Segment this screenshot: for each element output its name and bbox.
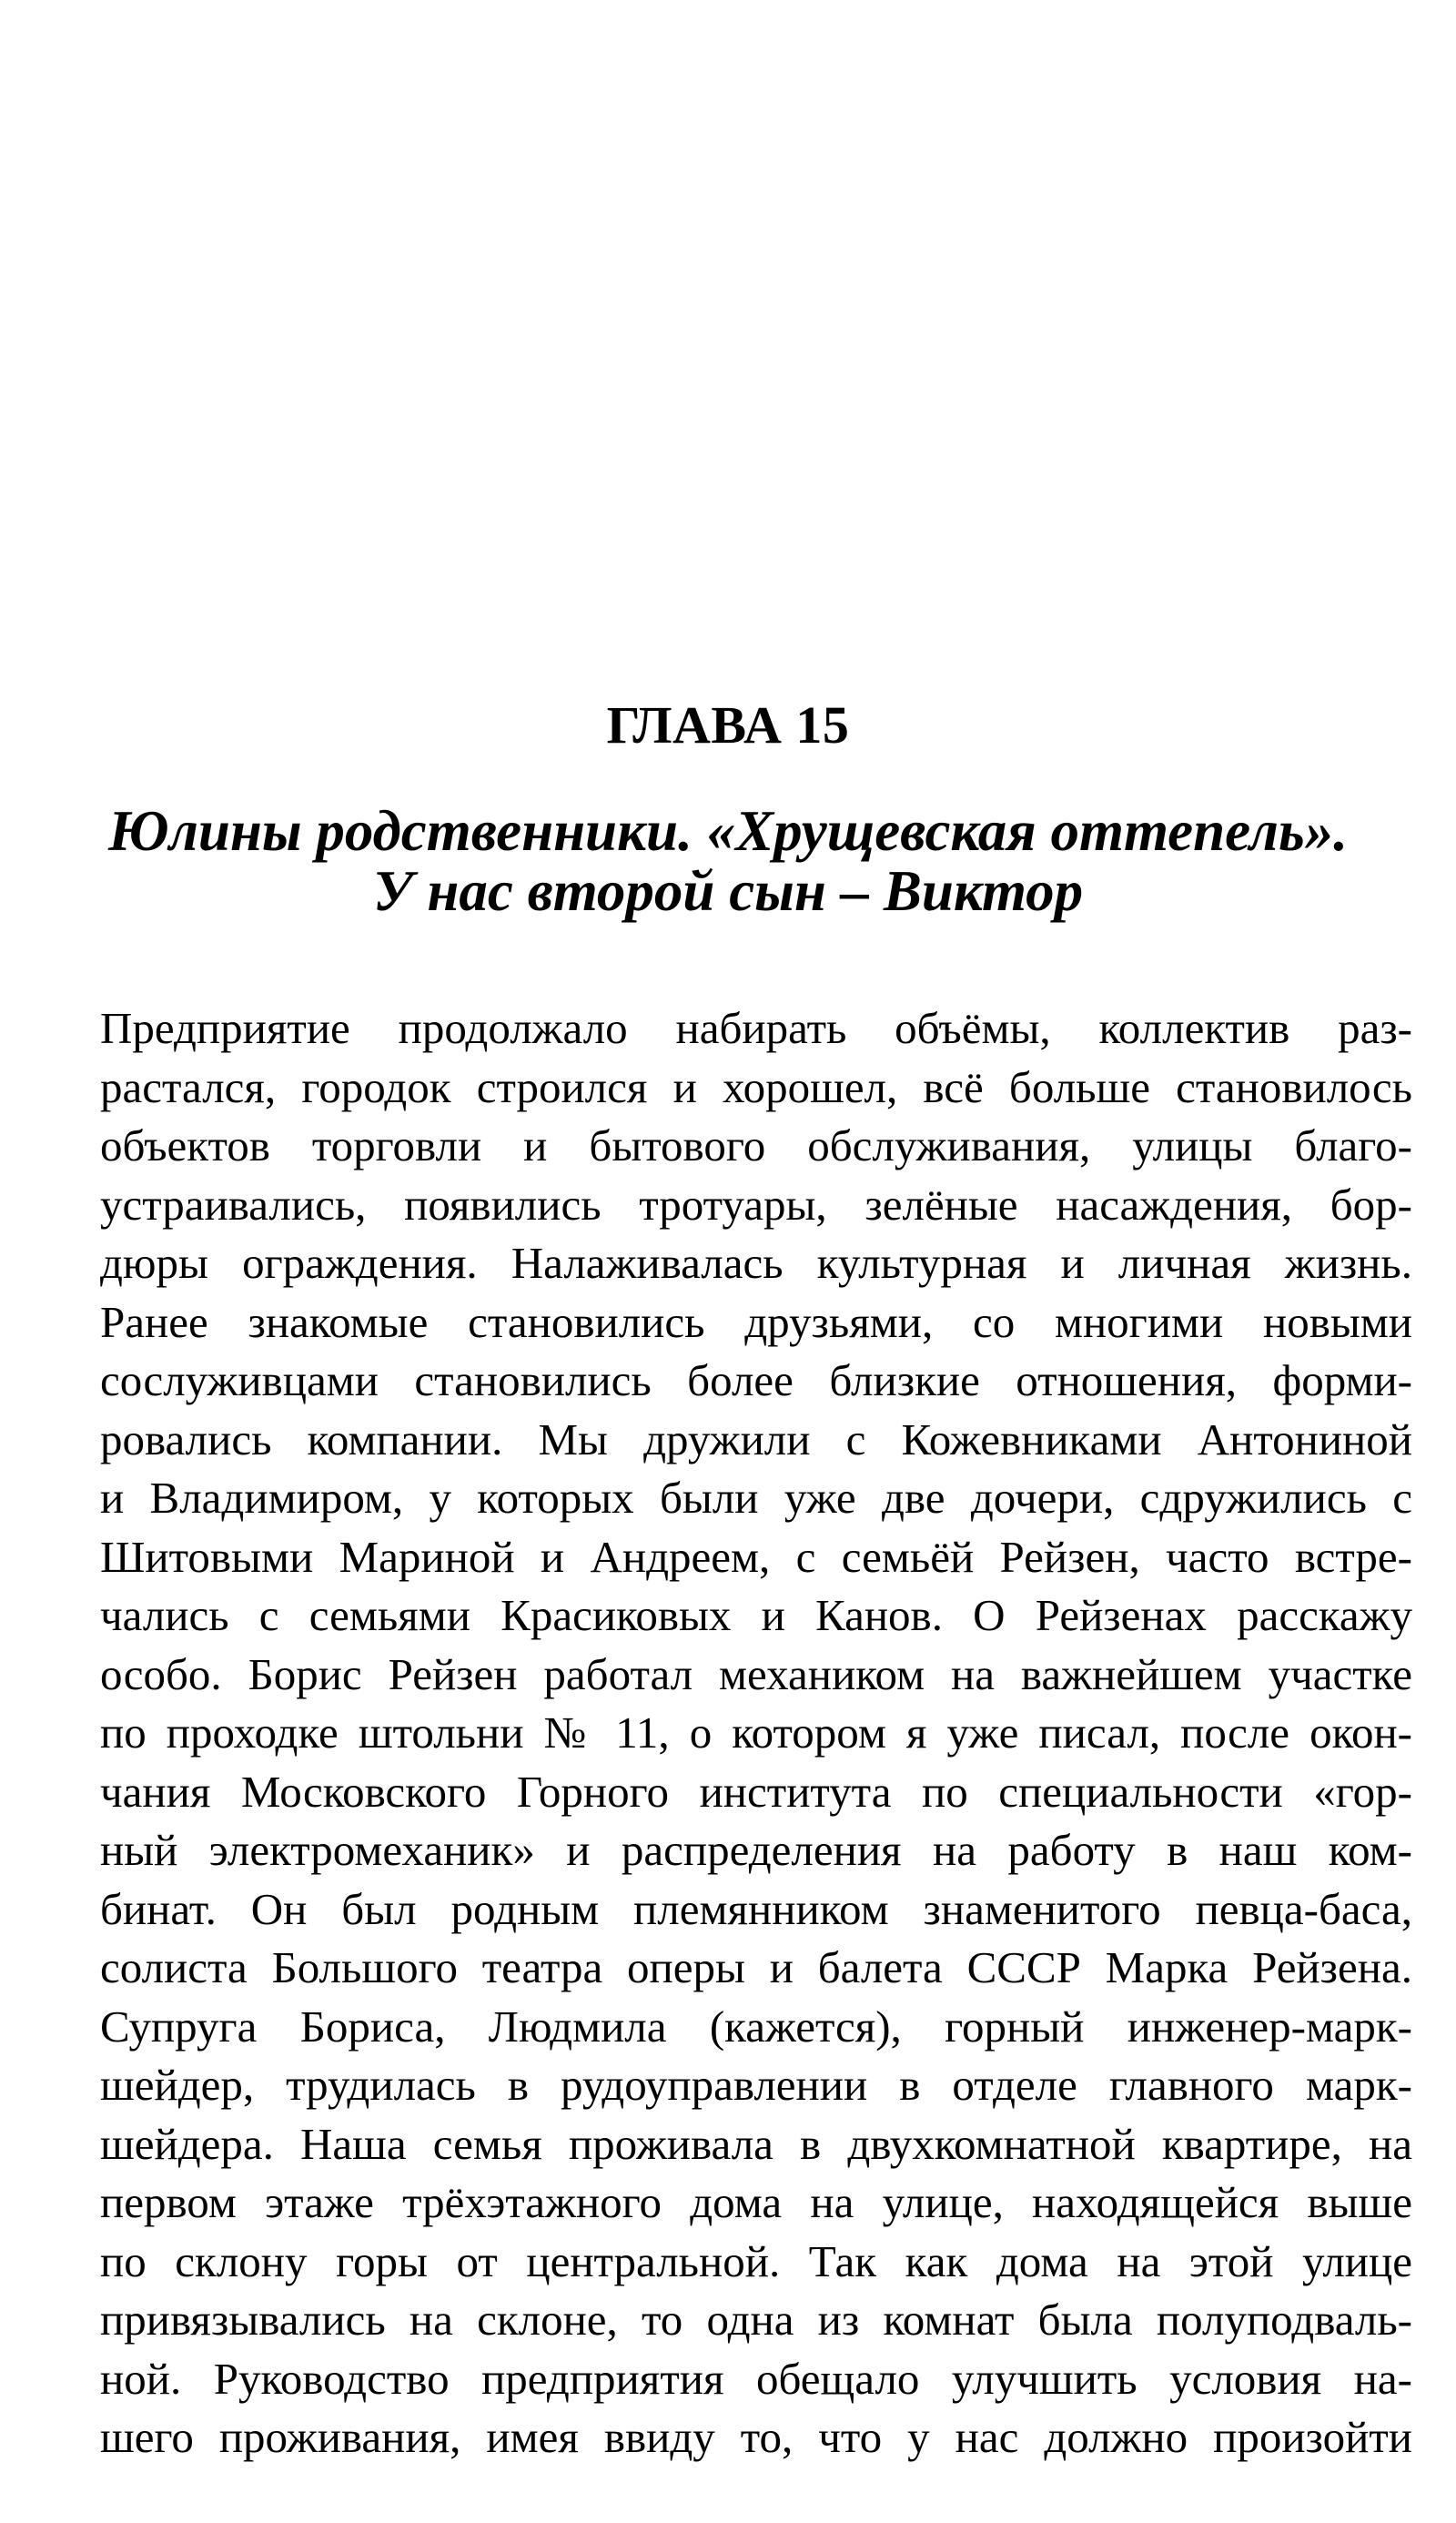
text-line: дюры ограждения. Налаживалась культурная и личная жизнь.: [100, 1238, 1412, 1288]
text-line: и Владимиром, у которых были уже две дочери, сдружились с: [100, 1473, 1412, 1523]
text-line: сослуживцами становились более близкие отношения, форми-: [100, 1355, 1412, 1405]
text-line: Супруга Бориса, Людмила (кажется), горный инженер-марк-: [100, 2001, 1412, 2052]
text-line: Предприятие продолжало набирать объёмы, коллектив раз-: [100, 1003, 1412, 1053]
text-line: Ранее знакомые становились друзьями, со многими новыми: [100, 1296, 1412, 1347]
chapter-subtitle: [55, 801, 1401, 921]
text-line: чания Московского Горного института по специальности «гор-: [100, 1766, 1412, 1817]
text-line: ровались компании. Мы дружили с Кожевниками Антониной: [100, 1413, 1412, 1464]
text-line: ный электромеханик» и распределения на работу в наш ком-: [100, 1825, 1412, 1875]
text-line: солиста Большого театра оперы и балета СССР Марка Рейзена.: [100, 1942, 1412, 1992]
text-line: шейдера. Наша семья проживала в двухкомнатной квартире, на: [100, 2118, 1412, 2169]
text-line: по проходке штольни № 11, о котором я уже писал, после окон-: [100, 1707, 1412, 1758]
text-line: растался, городок строился и хорошел, всё больше становилось: [100, 1061, 1412, 1112]
chapter-heading: ГЛАВА 15: [606, 695, 850, 755]
text-line: объектов торговли и бытового обслуживания, улицы благо-: [100, 1120, 1412, 1170]
text-line: шего проживания, имея ввиду то, что у нас должно произойти: [100, 2412, 1412, 2462]
text-line: бинат. Он был родным племянником знаменитого певца-баса,: [100, 1883, 1412, 1934]
chapter-subtitle-line: Юлины родственники. «Хрущевская оттепель».: [108, 799, 1348, 863]
text-line: особо. Борис Рейзен работал механиком на важнейшем участке: [100, 1648, 1412, 1699]
text-line: Шитовыми Мариной и Андреем, с семьёй Рейзен, часто встре-: [100, 1531, 1412, 1582]
chapter-subtitle-line: У нас второй сын – Виктор: [372, 859, 1084, 923]
text-line: шейдер, трудилась в рудоуправлении в отделе главного марк-: [100, 2060, 1412, 2110]
text-line: привязывались на склоне, то одна из комнат была полуподваль-: [100, 2295, 1412, 2345]
body-paragraph: [100, 999, 1412, 2467]
text-line: устраивались, появились тротуары, зелёные насаждения, бор-: [100, 1179, 1412, 1230]
text-line: чались с семьями Красиковых и Канов. О Рейзенах расскажу: [100, 1590, 1412, 1640]
text-line: по склону горы от центральной. Так как дома на этой улице: [100, 2235, 1412, 2286]
text-line: ной. Руководство предприятия обещало улучшить условия на-: [100, 2353, 1412, 2404]
text-line: первом этаже трёхэтажного дома на улице, находящейся выше: [100, 2177, 1412, 2227]
